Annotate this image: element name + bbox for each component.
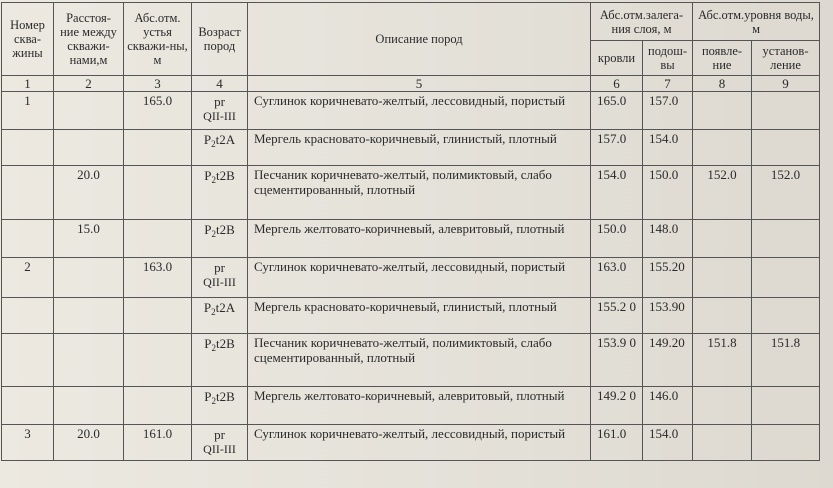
- water-appearance-cell: [693, 387, 752, 425]
- age-index: [195, 300, 244, 320]
- age-main: P: [204, 222, 212, 237]
- column-number: 8: [693, 76, 752, 92]
- table-row: [2, 130, 820, 166]
- layer-top-cell: 153.9 0: [591, 334, 643, 387]
- rock-age-cell: [192, 130, 248, 166]
- age-suffix: t2A: [215, 132, 236, 147]
- header-rock-description: Описание пород: [248, 3, 591, 76]
- age-suffix: t2A: [215, 300, 236, 315]
- water-appearance-cell: [693, 258, 752, 298]
- distance-cell: [54, 92, 124, 130]
- rock-description-cell: Суглинок коричневато-желтый, лессовидный, пористый: [248, 92, 591, 130]
- age-index: [195, 94, 244, 109]
- column-number: 3: [124, 76, 192, 92]
- water-appearance-cell: [693, 425, 752, 461]
- rock-age-cell: [192, 220, 248, 258]
- distance-cell: [54, 130, 124, 166]
- well-number-cell: [2, 220, 54, 258]
- rock-description-cell: Мергель желтовато-коричневый, алевритовый, плотный: [248, 387, 591, 425]
- age-subscript: 2: [211, 307, 216, 317]
- age-main: pr: [214, 94, 225, 109]
- water-settled-cell: [752, 92, 820, 130]
- water-settled-cell: [752, 298, 820, 334]
- water-appearance-cell: 152.0: [693, 166, 752, 220]
- header-rock-age: Возраст пород: [192, 3, 248, 76]
- rock-age-cell: [192, 425, 248, 461]
- layer-top-cell: 155.2 0: [591, 298, 643, 334]
- age-subscript: 2: [211, 396, 216, 406]
- distance-cell: [54, 258, 124, 298]
- age-quaternary: QII-III: [203, 109, 236, 123]
- distance-cell: 20.0: [54, 425, 124, 461]
- water-appearance-cell: [693, 92, 752, 130]
- column-number-row: [2, 76, 820, 92]
- age-index: [195, 427, 244, 442]
- table-row: [2, 166, 820, 220]
- water-settled-cell: 152.0: [752, 166, 820, 220]
- rock-description-cell: Мергель желтовато-коричневый, алевритовый, плотный: [248, 220, 591, 258]
- column-number: 9: [752, 76, 820, 92]
- rock-description-cell: Суглинок коричневато-желтый, лессовидный, пористый: [248, 425, 591, 461]
- age-main: P: [204, 168, 212, 183]
- distance-cell: 15.0: [54, 220, 124, 258]
- well-number-cell: 2: [2, 258, 54, 298]
- layer-bottom-cell: 155.20: [643, 258, 693, 298]
- age-index: [195, 336, 244, 356]
- mouth-elevation-cell: 163.0: [124, 258, 192, 298]
- distance-cell: [54, 298, 124, 334]
- well-number-cell: 3: [2, 425, 54, 461]
- rock-description-cell: Песчаник коричневато-желтый, полимиктовый, слабо сцементированный, плотный: [248, 334, 591, 387]
- mouth-elevation-cell: 161.0: [124, 425, 192, 461]
- well-number-cell: 1: [2, 92, 54, 130]
- header-water-level: Абс.отм.уровня воды, м: [693, 3, 820, 41]
- column-number: 5: [248, 76, 591, 92]
- rock-description-cell: Мергель красновато-коричневый, глинистый, плотный: [248, 130, 591, 166]
- layer-top-cell: 161.0: [591, 425, 643, 461]
- layer-top-cell: 149.2 0: [591, 387, 643, 425]
- mouth-elevation-cell: [124, 166, 192, 220]
- rock-age-cell: [192, 298, 248, 334]
- water-settled-cell: 151.8: [752, 334, 820, 387]
- age-suffix: t2B: [215, 389, 235, 404]
- header-layer-elevation: Абс.отм.залега-ния слоя, м: [591, 3, 693, 41]
- header-well-number: Номер сква-жины: [2, 3, 54, 76]
- header-row: [2, 3, 820, 41]
- rock-age-cell: [192, 258, 248, 298]
- rock-age-cell: [192, 387, 248, 425]
- well-number-cell: [2, 387, 54, 425]
- age-main: P: [203, 132, 212, 147]
- well-log-table: [1, 2, 820, 461]
- table-row: [2, 298, 820, 334]
- mouth-elevation-cell: [124, 387, 192, 425]
- age-subscript: 2: [211, 229, 216, 239]
- layer-bottom-cell: 157.0: [643, 92, 693, 130]
- well-number-cell: [2, 334, 54, 387]
- distance-cell: 20.0: [54, 166, 124, 220]
- mouth-elevation-cell: 165.0: [124, 92, 192, 130]
- age-main: P: [203, 300, 212, 315]
- age-main: pr: [214, 427, 225, 442]
- water-appearance-cell: [693, 298, 752, 334]
- water-settled-cell: [752, 387, 820, 425]
- age-main: P: [204, 336, 212, 351]
- layer-bottom-cell: 146.0: [643, 387, 693, 425]
- column-number: 6: [591, 76, 643, 92]
- table-row: [2, 220, 820, 258]
- rock-description-cell: Мергель красновато-коричневый, глинистый, плотный: [248, 298, 591, 334]
- header-appearance: появле-ние: [693, 41, 752, 76]
- mouth-elevation-cell: [124, 298, 192, 334]
- table-row: [2, 258, 820, 298]
- age-index: [195, 168, 244, 188]
- water-settled-cell: [752, 220, 820, 258]
- mouth-elevation-cell: [124, 220, 192, 258]
- column-number: 4: [192, 76, 248, 92]
- well-number-cell: [2, 166, 54, 220]
- layer-top-cell: 150.0: [591, 220, 643, 258]
- well-number-cell: [2, 298, 54, 334]
- layer-bottom-cell: 154.0: [643, 130, 693, 166]
- age-index: [195, 389, 244, 409]
- distance-cell: [54, 334, 124, 387]
- age-index: [195, 260, 244, 275]
- age-main: P: [204, 389, 212, 404]
- table-row: [2, 334, 820, 387]
- layer-bottom-cell: 149.20: [643, 334, 693, 387]
- age-index: [195, 222, 244, 242]
- table-body: [2, 92, 820, 461]
- water-settled-cell: [752, 258, 820, 298]
- age-suffix: t2B: [215, 168, 235, 183]
- well-number-cell: [2, 130, 54, 166]
- water-appearance-cell: 151.8: [693, 334, 752, 387]
- header-settled: установ-ление: [752, 41, 820, 76]
- rock-description-cell: Суглинок коричневато-желтый, лессовидный, пористый: [248, 258, 591, 298]
- age-suffix: t2B: [215, 336, 235, 351]
- age-index: [195, 132, 244, 152]
- column-number: 2: [54, 76, 124, 92]
- age-suffix: t2B: [215, 222, 235, 237]
- table-row: [2, 425, 820, 461]
- header-bottom: подош-вы: [643, 41, 693, 76]
- age-quaternary: QII-III: [203, 442, 236, 456]
- water-settled-cell: [752, 425, 820, 461]
- header-mouth-elevation: Абс.отм. устья скважи-ны, м: [124, 3, 192, 76]
- age-quaternary: QII-III: [203, 275, 236, 289]
- column-number: 7: [643, 76, 693, 92]
- water-appearance-cell: [693, 220, 752, 258]
- age-main: pr: [214, 260, 225, 275]
- layer-bottom-cell: 153.90: [643, 298, 693, 334]
- column-number: 1: [2, 76, 54, 92]
- layer-top-cell: 157.0: [591, 130, 643, 166]
- age-subscript: 2: [211, 175, 216, 185]
- mouth-elevation-cell: [124, 130, 192, 166]
- layer-top-cell: 163.0: [591, 258, 643, 298]
- layer-bottom-cell: 148.0: [643, 220, 693, 258]
- layer-top-cell: 165.0: [591, 92, 643, 130]
- distance-cell: [54, 387, 124, 425]
- rock-age-cell: [192, 334, 248, 387]
- rock-age-cell: [192, 92, 248, 130]
- table-row: [2, 387, 820, 425]
- layer-top-cell: 154.0: [591, 166, 643, 220]
- header-distance: Расстоя-ние между скважи-нами,м: [54, 3, 124, 76]
- layer-bottom-cell: 154.0: [643, 425, 693, 461]
- rock-age-cell: [192, 166, 248, 220]
- header-top: кровли: [591, 41, 643, 76]
- table-row: [2, 92, 820, 130]
- rock-description-cell: Песчаник коричневато-желтый, полимиктовый, слабо сцементированный, плотный: [248, 166, 591, 220]
- water-appearance-cell: [693, 130, 752, 166]
- layer-bottom-cell: 150.0: [643, 166, 693, 220]
- mouth-elevation-cell: [124, 334, 192, 387]
- water-settled-cell: [752, 130, 820, 166]
- age-subscript: 2: [211, 343, 216, 353]
- age-subscript: 2: [211, 139, 216, 149]
